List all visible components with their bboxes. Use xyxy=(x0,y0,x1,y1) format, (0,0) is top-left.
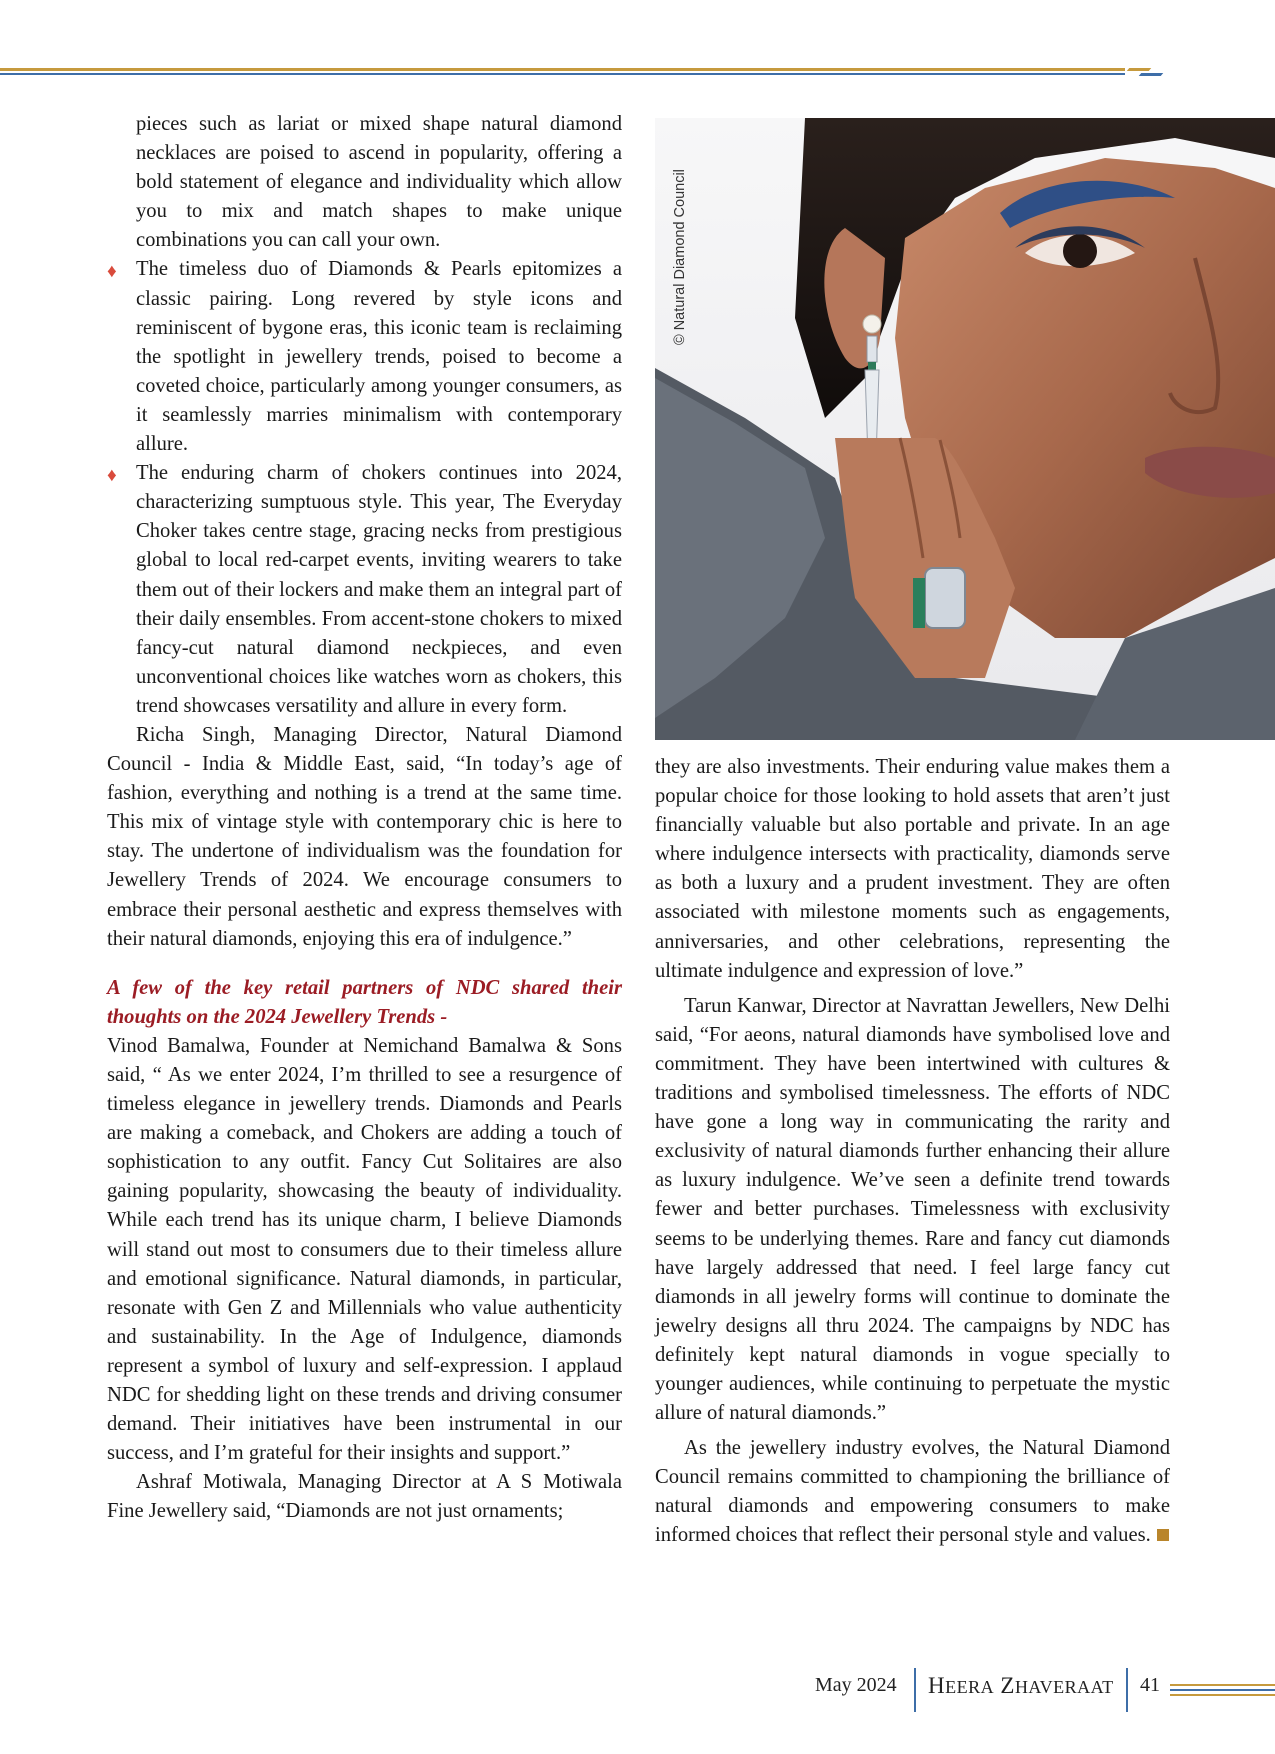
bullet-item-diamonds-pearls xyxy=(107,255,622,459)
richa-singh-quote: Richa Singh, Managing Director, Natural Diamond Council - India & Middle East, said, “In today’s age of fashion, everything and nothing is a trend at the same time. This mix of vintage style with contemporary chic is here to stay. The undertone of individualism was the foundation for Jewellery Trends of 2024. We encourage consumers to embrace their personal aesthetic and express themselves with their natural diamonds, enjoying this era of indulgence.” xyxy=(107,723,622,950)
diamond-bullet-icon: ♦ xyxy=(107,465,117,487)
photo-credit: © Natural Diamond Council xyxy=(672,169,688,345)
ashraf-motiwala-quote-start: Ashraf Motiwala, Managing Director at A S Motiwala Fine Jewellery said, “Diamonds are not just ornaments; xyxy=(107,1471,622,1523)
closing-paragraph xyxy=(655,1434,1170,1550)
header-rule xyxy=(0,68,1170,78)
ashraf-motiwala-quote-end: they are also investments. Their enduring value makes them a popular choice for those looking to hold assets that aren’t just financially valuable but also portable and private. In an age where indulgence intersects with practicality, diamonds serve as both a luxury and a prudent investment. They are often associated with milestone moments such as engagements, anniversaries, and other celebrations, representing the ultimate indulgence and expression of love.” xyxy=(655,756,1170,982)
model-earring-photo xyxy=(655,118,1275,740)
vinod-bamalwa-quote: Vinod Bamalwa, Founder at Nemichand Bamalwa & Sons said, “ As we enter 2024, I’m thrilled to see a resurgence of timeless elegance in jewellery trends. Diamonds and Pearls are making a comeback, and Chokers are adding a touch of sophistication to any outfit. Fancy Cut Solitaires are also gaining popularity, showcasing the beauty of individuality. While each trend has its unique charm, I believe Diamonds will stand out most to consumers due to their timeless allure and emotional significance. Natural diamonds, in particular, resonate with Gen Z and Millennials who value authenticity and sustainability. In the Age of Indulgence, diamonds represent a symbol of luxury and self-expression. I applaud NDC for shedding light on these trends and driving consumer demand. Their initiatives have been instrumental in our success, and I’m grateful for their insights and support.” xyxy=(107,1034,622,1465)
page-number: 41 xyxy=(1140,1674,1160,1696)
issue-date: May 2024 xyxy=(815,1674,897,1696)
magazine-title: HEERA ZHAVERAAT xyxy=(928,1673,1114,1698)
footer-rule-gold xyxy=(1170,1694,1275,1696)
tarun-kanwar-quote: Tarun Kanwar, Director at Navrattan Jewellers, New Delhi said, “For aeons, natural diamonds have symbolised love and commitment. They have been intertwined with cultures & traditions and symbolised timelessness. The efforts of NDC have gone a long way in communicating the rarity and exclusivity of natural diamonds further enhancing their allure as luxury indulgence. We’ve seen a definite trend towards fewer and better purchases. Timelessness with exclusivity seems to be underlying themes. Rare and fancy cut diamonds have largely addressed that need. I feel large fancy cut diamonds in all jewelry forms will continue to dominate the jewelry designs all thru 2024. The campaigns by NDC has definitely kept natural diamonds in vogue specially to younger audiences, while continuing to perpetuate the mystic allure of natural diamonds.” xyxy=(655,994,1170,1425)
footer-rule-gold xyxy=(1170,1684,1275,1686)
right-column xyxy=(655,753,1170,1551)
diamond-bullet-icon: ♦ xyxy=(107,261,117,283)
bullet-item-chokers xyxy=(107,459,622,721)
intro-continuation: pieces such as lariat or mixed shape natural diamond necklaces are poised to ascend in popularity, offering a bold statement of elegance and individuality which allow you to mix and match shapes to make unique combinations you can call your own. xyxy=(136,113,622,252)
closing-text: As the jewellery industry evolves, the Natural Diamond Council remains committed to championing the brilliance of natural diamonds and empowering consumers to make informed choices that reflect their personal style and values. xyxy=(655,1437,1170,1547)
section-subheading: A few of the key retail partners of NDC shared their thoughts on the 2024 Jewellery Trends - xyxy=(107,976,622,1028)
model-photo-illustration xyxy=(655,118,1275,740)
left-column xyxy=(107,110,622,1527)
bullet-text: The enduring charm of chokers continues into 2024, characterizing sumptuous style. This year, The Everyday Choker takes centre stage, gracing necks from prestigious global to local red-carpet events, inviting wearers to take them out of their lockers and make them an integral part of their daily ensembles. From accent-stone chokers to mixed fancy-cut natural diamond neckpieces, and even unconventional choices like watches worn as chokers, this trend showcases versatility and allure in every form. xyxy=(136,462,622,717)
footer-divider xyxy=(1126,1668,1128,1712)
bullet-text: The timeless duo of Diamonds & Pearls epitomizes a classic pairing. Long revered by style icons and reminiscent of bygone eras, this iconic team is reclaiming the spotlight in jewellery trends, poised to become a coveted choice, particularly among younger consumers, as it seamlessly marries minimalism with contemporary allure. xyxy=(136,258,622,456)
end-of-article-icon xyxy=(1157,1529,1169,1541)
footer-divider xyxy=(914,1668,916,1712)
footer-rule-blue xyxy=(1170,1689,1275,1691)
